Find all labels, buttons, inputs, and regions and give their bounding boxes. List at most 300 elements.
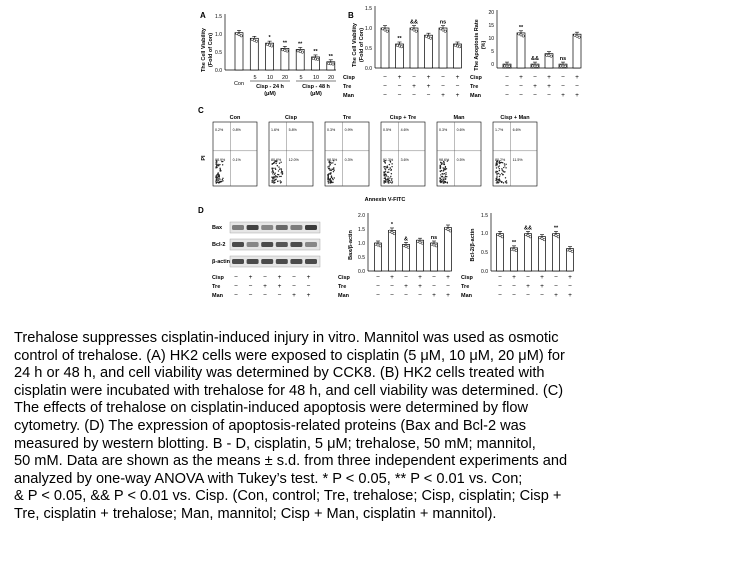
flow-dot — [328, 182, 329, 183]
treatment-sign: + — [306, 292, 311, 299]
blot-band — [276, 259, 288, 264]
quadrant-value: 1.7% — [495, 128, 504, 132]
flow-dot — [332, 169, 333, 170]
treatment-sign: + — [412, 83, 416, 90]
flow-dot — [499, 174, 500, 175]
data-point — [332, 63, 334, 65]
blot-label: Bax — [212, 225, 223, 231]
ytick: 0.0 — [215, 68, 222, 74]
flow-dot — [329, 164, 330, 165]
xlabel: 20 — [327, 75, 335, 81]
flow-dot — [219, 164, 220, 165]
treatment-sign: + — [426, 74, 431, 81]
flow-dot — [278, 174, 279, 175]
treatment-sign: + — [540, 274, 544, 281]
panel-b-viability-bars — [381, 20, 462, 68]
flow-dot — [391, 179, 392, 180]
flow-dot — [506, 182, 507, 183]
data-point — [430, 37, 432, 39]
flow-dot — [272, 182, 273, 183]
treatment-sign: + — [404, 283, 408, 290]
row-label: Man — [461, 293, 472, 299]
treatment-sign: + — [306, 274, 311, 281]
significance-label: & — [404, 236, 408, 243]
treatment-sign: − — [505, 92, 509, 99]
flow-dot — [280, 180, 281, 181]
treatment-sign: + — [426, 83, 431, 90]
flow-dot — [217, 173, 218, 174]
row-label: Cisp — [461, 275, 473, 281]
bax-bars — [375, 222, 452, 271]
treatment-sign: − — [292, 283, 296, 290]
flow-dot — [440, 162, 441, 163]
flow-dot — [277, 165, 278, 166]
flow-dot — [502, 162, 503, 163]
flow-dot — [390, 181, 391, 182]
flow-dot — [443, 164, 444, 165]
treatment-sign: + — [568, 274, 572, 281]
flow-dot — [278, 170, 279, 171]
flow-dot — [334, 177, 335, 178]
flow-dot — [215, 177, 216, 178]
treatment-sign: − — [390, 292, 394, 299]
blot-label: Bcl-2 — [212, 242, 226, 248]
significance-label: ns — [430, 235, 438, 241]
ytick: 1.0 — [215, 32, 222, 38]
flow-dot — [216, 165, 217, 166]
flow-dot — [442, 177, 443, 178]
group-label: (μM) — [264, 91, 276, 97]
quadrant-value: 11.5% — [512, 157, 523, 162]
significance-label: ** — [553, 225, 559, 232]
flow-dot — [275, 163, 276, 164]
flow-dot — [501, 168, 502, 169]
treatment-sign: − — [526, 292, 530, 299]
flow-dot — [385, 169, 386, 170]
flow-dot — [275, 179, 276, 180]
blot-band — [247, 259, 259, 264]
flow-dot — [279, 176, 280, 177]
significance-label: ** — [313, 48, 318, 55]
panel-b2-ylabel-1: The Apoptosis Rate — [474, 19, 480, 71]
flow-dot — [505, 167, 506, 168]
treatment-sign: − — [376, 274, 380, 281]
treatment-sign: − — [383, 92, 387, 99]
flow-dot — [334, 169, 335, 170]
xlabel: Con — [233, 81, 245, 87]
quadrant-value: 4.6% — [400, 128, 409, 132]
flow-dot — [504, 163, 505, 164]
flow-dot — [386, 175, 387, 176]
flow-dot — [272, 173, 273, 174]
flow-dot — [496, 179, 497, 180]
flow-dot — [383, 182, 384, 183]
flow-xaxis: Annexin V-FITC — [364, 197, 406, 203]
blot-band — [232, 242, 244, 247]
significance-label: ** — [397, 36, 402, 42]
significance-label: ** — [511, 239, 517, 246]
flow-dot — [385, 176, 386, 177]
ytick: 0 — [491, 62, 494, 68]
data-point — [407, 246, 409, 248]
flow-dot — [389, 177, 390, 178]
caption-line: & P < 0.05, && P < 0.01 vs. Cisp. (Con, control; Tre, trehalose; Cisp, cisplatin; Cisp + — [14, 488, 562, 505]
flow-dot — [222, 179, 223, 180]
flow-dot — [272, 168, 273, 169]
flow-dot — [273, 172, 274, 173]
treatment-sign: + — [397, 74, 402, 81]
blot-band — [290, 242, 302, 247]
flow-dot — [445, 178, 446, 179]
quadrant-value: 0.5% — [456, 157, 465, 162]
bar — [389, 230, 396, 271]
flow-dot — [389, 164, 390, 165]
flow-title: Tre — [342, 115, 352, 121]
flow-dot — [274, 182, 275, 183]
treatment-sign: + — [446, 274, 450, 281]
treatment-sign: + — [292, 292, 296, 299]
data-point — [255, 40, 257, 42]
flow-dot — [501, 182, 502, 183]
flow-dot — [327, 179, 328, 180]
blot-band — [261, 225, 273, 230]
significance-label: ** — [518, 24, 524, 31]
treatment-sign: − — [234, 292, 238, 299]
flow-dot — [277, 180, 278, 181]
quadrant-value: 0.1% — [232, 157, 241, 162]
panel-b-treatment-rows — [343, 74, 579, 99]
data-point — [571, 250, 573, 252]
bar — [425, 35, 433, 68]
caption-line: control of trehalose. (A) HK2 cells were exposed to cisplatin (5 μM, 10 μM, 20 μM) for — [14, 347, 565, 364]
treatment-sign: − — [234, 283, 238, 290]
row-label: Man — [212, 293, 223, 299]
data-point — [401, 46, 403, 48]
treatment-sign: + — [547, 74, 551, 81]
bcl-ylabel: Bcl-2/β-actin — [470, 228, 476, 262]
flow-dot — [391, 166, 392, 167]
flow-yaxis: PI — [201, 155, 207, 161]
flow-dot — [219, 175, 220, 176]
caption-line: measured by western blotting. B - D, cisplatin, 5 μM; trehalose, 50 mM; mannitol, — [14, 435, 536, 452]
flow-dot — [385, 171, 386, 172]
flow-dot — [281, 169, 282, 170]
flow-dot — [443, 162, 444, 163]
treatment-sign: − — [498, 292, 502, 299]
flow-dot — [222, 180, 223, 181]
flow-dot — [332, 178, 333, 179]
bar — [553, 234, 560, 271]
flow-dot — [445, 172, 446, 173]
flow-dot — [445, 176, 446, 177]
data-point — [515, 249, 517, 251]
flow-dot — [280, 168, 281, 169]
flow-dot — [495, 172, 496, 173]
flow-dot — [217, 164, 218, 165]
flow-dot — [220, 170, 221, 171]
flow-dot — [218, 176, 219, 177]
treatment-sign: + — [561, 92, 565, 99]
quadrant-value: 6.6% — [512, 128, 521, 132]
flow-dot — [444, 173, 445, 174]
flow-dot — [496, 181, 497, 182]
bar — [497, 234, 504, 271]
ytick: 1.5 — [365, 6, 372, 12]
treatment-sign: + — [277, 283, 282, 290]
flow-dot — [327, 181, 328, 182]
flow-dot — [282, 173, 283, 174]
treatment-sign: + — [441, 92, 445, 99]
flow-dot — [333, 167, 334, 168]
flow-dot — [446, 168, 447, 169]
treatment-sign: − — [568, 283, 572, 290]
flow-dot — [275, 175, 276, 176]
ytick: 20 — [488, 10, 494, 16]
flow-dot — [505, 177, 506, 178]
data-point — [421, 242, 423, 244]
treatment-sign: − — [519, 92, 523, 99]
data-point — [557, 236, 559, 238]
flow-dot — [391, 178, 392, 179]
panel-d-label: D — [198, 206, 204, 215]
flow-dot — [281, 172, 282, 173]
quadrant-value: 5.8% — [288, 128, 297, 132]
flow-dot — [442, 173, 443, 174]
data-point — [386, 30, 388, 32]
xlabel: 5 — [299, 75, 303, 81]
flow-dot — [388, 171, 389, 172]
flow-dot — [275, 169, 276, 170]
flow-dot — [327, 174, 328, 175]
flow-dot — [272, 163, 273, 164]
treatment-sign: + — [568, 292, 572, 299]
treatment-sign: − — [561, 74, 565, 81]
flow-dot — [443, 168, 444, 169]
flow-dot — [273, 176, 274, 177]
flow-dot — [274, 173, 275, 174]
flow-dot — [392, 181, 393, 182]
treatment-sign: − — [263, 292, 267, 299]
bar — [250, 38, 258, 70]
flow-dot — [495, 165, 496, 166]
flow-title: Cisp + Tre — [389, 115, 417, 121]
flow-dot — [445, 182, 446, 183]
flow-dot — [390, 176, 391, 177]
ytick: 1.5 — [215, 14, 222, 20]
data-point — [578, 36, 580, 38]
blot-band — [232, 259, 244, 264]
flow-dot — [497, 171, 498, 172]
flow-dot — [440, 171, 441, 172]
quadrant-value: 98.6% — [439, 157, 450, 162]
ytick: 1.0 — [481, 231, 488, 237]
bax-ylabel: Bax/β-actin — [348, 230, 354, 260]
blot-band — [247, 242, 259, 247]
flow-dot — [443, 182, 444, 183]
treatment-sign: + — [575, 92, 579, 99]
treatment-sign: + — [575, 74, 579, 81]
flow-dot — [278, 166, 279, 167]
treatment-sign: + — [540, 283, 544, 290]
flow-dot — [501, 173, 502, 174]
significance-label: && — [531, 56, 539, 63]
quadrant-value: 3.6% — [400, 157, 409, 162]
ytick: 15 — [488, 23, 494, 29]
treatment-sign: + — [418, 274, 422, 281]
row-label: Tre — [212, 284, 221, 290]
flow-dot — [385, 174, 386, 175]
flow-dot — [328, 178, 329, 179]
data-point — [317, 58, 319, 60]
blot-band — [305, 242, 317, 247]
flow-dot — [445, 174, 446, 175]
flow-dot — [445, 169, 446, 170]
flow-dot — [280, 182, 281, 183]
treatment-sign: − — [397, 83, 402, 90]
row-label: Man — [343, 93, 354, 99]
flow-dot — [440, 178, 441, 179]
bar — [539, 237, 546, 271]
xlabel: 20 — [281, 75, 289, 81]
treatment-sign: − — [418, 292, 422, 299]
flow-dot — [332, 182, 333, 183]
caption-line: cisplatin were incubated with trehalose for 48 h, and cell viability was determined. (C) — [14, 382, 564, 399]
group-label: (μM) — [310, 91, 322, 97]
bar — [445, 228, 452, 271]
panel-b-apoptosis-bars — [503, 25, 581, 68]
flow-dot — [442, 176, 443, 177]
treatment-sign: − — [432, 274, 436, 281]
data-point — [522, 35, 524, 37]
panel-a-ylabel-1: The Cell Viability — [201, 28, 207, 72]
quadrant-value: 80.6% — [271, 157, 282, 162]
ytick: 0.5 — [215, 50, 222, 56]
treatment-sign: − — [526, 274, 530, 281]
flow-dot — [502, 174, 503, 175]
flow-dot — [383, 171, 384, 172]
treatment-sign: − — [554, 283, 558, 290]
flow-dot — [218, 178, 219, 179]
flow-dot — [390, 167, 391, 168]
flow-dot — [500, 162, 501, 163]
flow-dot — [388, 182, 389, 183]
flow-dot — [385, 181, 386, 182]
bar — [235, 33, 243, 70]
data-point — [529, 236, 531, 238]
flow-dot — [503, 182, 504, 183]
flow-dot — [331, 181, 332, 182]
significance-label: && — [524, 225, 532, 232]
blot-label: β-actin — [212, 259, 231, 265]
quadrant-value: 0.2% — [215, 128, 224, 132]
flow-dot — [216, 174, 217, 175]
blot-band — [290, 225, 302, 230]
treatment-sign: + — [277, 274, 282, 281]
treatment-sign: + — [533, 83, 537, 90]
treatment-sign: − — [426, 92, 431, 99]
treatment-sign: − — [533, 92, 537, 99]
quadrant-value: 0.3% — [327, 128, 336, 132]
blot-band — [261, 259, 273, 264]
blot-band — [232, 225, 244, 230]
flow-dot — [391, 173, 392, 174]
panel-b-ylabel-2: (Fold of Con) — [359, 27, 365, 63]
flow-dot — [442, 167, 443, 168]
treatment-sign: − — [412, 74, 416, 81]
flow-dot — [496, 176, 497, 177]
flow-dot — [385, 178, 386, 179]
caption-line: The effects of trehalose on cisplatin-induced apoptosis were determined by flow — [14, 400, 529, 417]
flow-dot — [279, 168, 280, 169]
quadrant-value: 1.6% — [271, 128, 280, 132]
flow-dot — [498, 162, 499, 163]
flow-dot — [218, 179, 219, 180]
treatment-sign: + — [455, 92, 460, 99]
panel-a-ylabel-2: (Fold of Con) — [208, 32, 214, 68]
flow-dot — [496, 163, 497, 164]
group-label: Cisp - 24 h — [256, 84, 284, 90]
flow-dot — [220, 181, 221, 182]
panel-c-label: C — [198, 106, 204, 115]
flow-dot — [497, 164, 498, 165]
treatment-sign: − — [248, 292, 253, 299]
ytick: 1.0 — [365, 26, 372, 32]
flow-dot — [387, 176, 388, 177]
treatment-sign: + — [390, 274, 394, 281]
flow-dot — [440, 174, 441, 175]
flow-dot — [220, 169, 221, 170]
flow-dot — [441, 179, 442, 180]
flow-dot — [499, 170, 500, 171]
flow-plots — [213, 115, 537, 186]
ytick: 0.5 — [358, 255, 365, 261]
panel-d — [198, 206, 574, 299]
quadrant-value: 0.6% — [456, 128, 465, 132]
treatment-sign: − — [292, 274, 296, 281]
significance-label: ** — [328, 53, 333, 60]
flow-dot — [219, 182, 220, 183]
treatment-sign: + — [455, 74, 460, 81]
flow-dot — [503, 167, 504, 168]
blot-band — [276, 225, 288, 230]
treatment-sign: + — [512, 274, 516, 281]
flow-dot — [216, 178, 217, 179]
ytick: 5 — [491, 49, 494, 55]
flow-dot — [273, 179, 274, 180]
flow-dot — [499, 165, 500, 166]
blot-band — [276, 242, 288, 247]
flow-dot — [279, 163, 280, 164]
ytick: 0.0 — [365, 66, 372, 72]
flow-dot — [273, 181, 274, 182]
caption-line: analyzed by one-way ANOVA with Tukey’s test. * P < 0.05, ** P < 0.01 vs. Con; — [14, 470, 523, 487]
treatment-sign: − — [263, 274, 267, 281]
treatment-sign: − — [533, 74, 537, 81]
blot-band — [305, 225, 317, 230]
data-point — [564, 65, 566, 67]
flow-dot — [387, 181, 388, 182]
flow-dot — [328, 165, 329, 166]
flow-dot — [332, 179, 333, 180]
flow-dot — [219, 179, 220, 180]
significance-label: * — [390, 221, 394, 228]
treatment-sign: − — [554, 274, 558, 281]
panel-b-label: B — [348, 11, 354, 20]
quadrant-value: 98.9% — [215, 157, 226, 162]
flow-dot — [273, 177, 274, 178]
quadrant-value: 0.9% — [344, 128, 353, 132]
flow-dot — [273, 163, 274, 164]
